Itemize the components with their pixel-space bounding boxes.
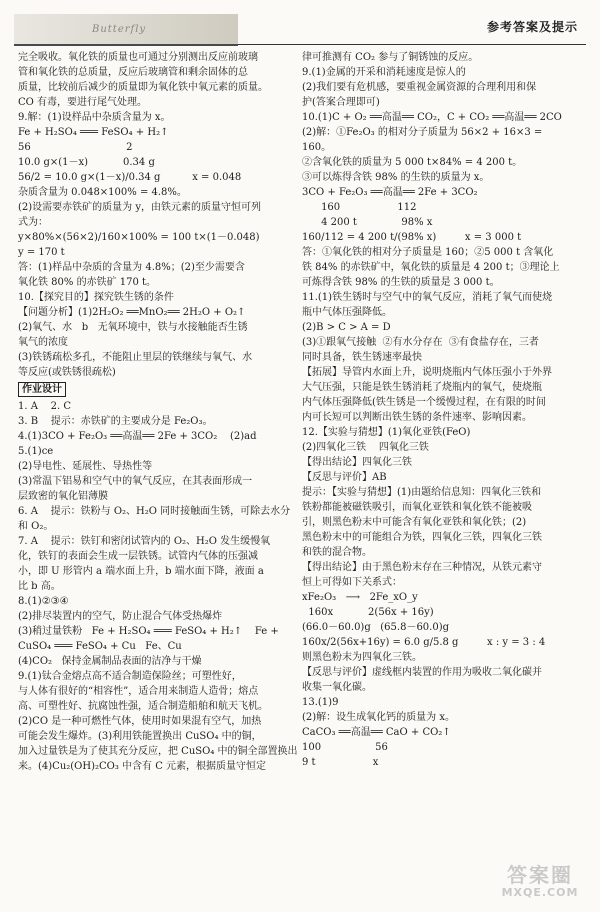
text-line: CO 有毒，要进行尾气处理。 [18,97,148,108]
text-line: CaCO₃ ══高温══ CaO + CO₂↑ [302,727,451,738]
text-line: 高、可塑性好、抗腐蚀性强，适合制造船舶和航天飞机。 [18,701,268,712]
right-column [302,50,584,770]
text-line: 160x/2(56x+16y) = 6.0 g/5.8 g x : y = 3 : 4 [302,637,546,648]
text-line: 13.(1)9 [302,697,339,708]
text-line: ②含氧化铁的质量为 5 000 t×84% = 4 200 t。 [302,157,523,168]
text-line: 来。(4)Cu₂(OH)₂CO₃ 中含有 C 元素，根据质量守恒定 [18,761,267,772]
text-line: 比 b 高。 [18,581,61,592]
text-line: 引，则黑色粉末中可能含有氧化亚铁和氧化铁；(2) [302,517,527,528]
text-line: 瓶中气体压强降低。 [302,307,392,318]
text-line: (2)解：①Fe₂O₃ 的相对分子质量为 56×2 + 16×3 = [302,127,543,138]
text-line: xFe₂O₃ ⟶ 2Fe_xO_y [302,592,418,603]
text-line: (2)B > C > A = D [302,322,391,333]
text-line: (2)导电性、延展性、导热性等 [18,461,153,472]
watermark-line-2: MXQE.COM [501,886,579,899]
text-line: 答：(1)样品中杂质的含量为 4.8%；(2)至少需要含 [18,262,245,273]
watermark-line-1: 答案圈 [507,863,573,887]
text-line: 管和氧化铁的总质量，反应后玻璃管和剩余固体的总 [18,67,248,78]
banner-text: Butterfly [92,24,147,35]
text-line: (3)铁锈疏松多孔，不能阻止里层的铁继续与氧气、水 [18,352,253,363]
text-line: 9 t x [302,757,379,768]
text-line: 氧化铁 80% 的赤铁矿 170 t。 [18,277,157,288]
text-line: 黑色粉末中的可能组合为铁，四氧化三铁，四氧化三铁 [302,532,542,543]
text-line: 10.【探究目的】探究铁生锈的条件 [18,292,174,303]
text-line: 56 2 [18,142,133,153]
text-line: 【问题分析】(1)2H₂O₂ ══MnO₂══ 2H₂O + O₂↑ [18,307,246,318]
text-line: 化，铁钉的表面会生成一层铁锈。试管内气体的压强减 [18,551,258,562]
text-line: 10.(1)C + O₂ ══高温══ CO₂，C + CO₂ ══高温══ 2CO [302,112,562,123]
section-heading: 作业设计 [18,382,66,397]
text-line: (3)稍过量铁粉 Fe + H₂SO₄ ═══ FeSO₄ + H₂↑ Fe + [18,626,279,637]
text-line: 铁粉都能被磁铁吸引，而氧化亚铁和氧化铁不能被吸 [302,502,532,513]
text-line: 式为： [18,217,48,228]
watermark-logo [490,864,590,904]
text-line: 护(答案合理即可) [302,97,380,108]
text-line: CuSO₄ ═══ FeSO₄ + Cu Fe、Cu [18,641,182,652]
text-line [18,380,300,399]
text-line: 和 O₂。 [18,521,54,532]
text-line: 小，即 U 形管内 a 端水面上升，b 端水面下降，液面 a [18,566,264,577]
text-line: 铁 84% 的赤铁矿中，氧化铁的质量是 4 200 t；③理论上 [302,262,560,273]
page-header [0,0,600,46]
text-line: 4.(1)3CO + Fe₂O₃ ══高温══ 2Fe + 3CO₂ (2)ad [18,431,257,442]
text-line: 3CO + Fe₂O₃ ══高温══ 2Fe + 3CO₂ [302,187,478,198]
header-rule [238,44,586,45]
text-line: 9.解：(1)设样品中杂质含量为 x。 [18,112,171,123]
text-line: (2)四氧化三铁 四氧化三铁 [302,442,429,453]
text-line: 和铁的混合物。 [302,547,372,558]
text-line: 层致密的氧化铝薄膜 [18,491,108,502]
text-line: y×80%×(56×2)/160×100% = 100 t×(1－0.048) [18,232,260,243]
text-line: 与人体有很好的“相容性”，适合用来制造人造骨；熔点 [18,686,259,697]
text-line: (4)CO₂ 保持金属制品表面的洁净与干燥 [18,656,202,667]
text-line: 答：①氧化铁的相对分子质量是 160；②5 000 t 含氧化 [302,247,554,258]
text-line: 160 112 [302,202,417,213]
text-line: (2)解：设生成氧化钙的质量为 x。 [302,712,455,723]
text-line: 同时具备，铁生锈速率最快 [302,352,422,363]
text-line: 1. A 2. C [18,401,72,412]
text-line: 【得出结论】由于黑色粉末存在三种情况，从铁元素守 [302,562,542,573]
text-line: 则黑色粉末为四氧化三铁。 [302,652,422,663]
text-line: 9.(1)钛合金熔点高不适合制造保险丝；可塑性好， [18,671,242,682]
text-line: 【反思与评价】AB [302,472,387,483]
text-line: 完全吸收。氧化铁的质量也可通过分别测出反应前玻璃 [18,52,258,63]
text-line: 提示：【实验与猜想】(1)由题给信息知：四氧化三铁和 [302,487,542,498]
left-column [18,50,300,774]
text-line: 可能会发生爆炸。(3)利用铁能置换出 CuSO₄ 中的铜， [18,731,262,742]
text-line: 56/2 = 10.0 g×(1－x)/0.34 g x = 0.048 [18,172,242,183]
text-line: y = 170 t [18,247,65,258]
text-line: 杂质含量为 0.048×100% = 4.8%。 [18,187,187,198]
text-line: 8.(1)②③④ [18,596,69,607]
text-line: 【得出结论】四氧化三铁 [302,457,412,468]
text-line: 内气体压强降低(铁生锈是一个缓慢过程，在有限的时间 [302,397,546,408]
text-line: 【反思与评价】虚线框内装置的作用为吸收二氧化碳并 [302,667,542,678]
text-line: (3)①跟氧气接触 ②有水分存在 ③有食盐存在，三者 [302,337,539,348]
text-line: (3)常温下铝易和空气中的氧气反应，在其表面形成一 [18,476,253,487]
text-line: 等反应(或铁锈很疏松) [18,367,116,378]
text-line: 10.0 g×(1－x) 0.34 g [18,157,155,168]
text-line: 氧气的浓度 [18,337,68,348]
text-line: 100 56 [302,742,388,753]
text-line: (2)排尽装置内的空气，防止混合气体受热爆炸 [18,611,223,622]
text-line: 加入过量铁是为了使其充分反应，把 CuSO₄ 中的铜全部置换出 [18,746,298,757]
text-line: 7. A 提示：铁钉和密闭试管内的 O₂、H₂O 发生缓慢氧 [18,536,271,547]
text-line: ③可以炼得含铁 98% 的生铁的质量为 x。 [302,172,490,183]
text-line: 160/112 = 4 200 t/(98% x) x = 3 000 t [302,232,522,243]
text-line: (66.0－60.0)g (65.8－60.0)g [302,622,450,633]
text-line: 【拓展】导管内水面上升，说明烧瓶内气体压强小于外界 [302,367,552,378]
text-line: 内可长短可以判断出铁生锈的条件速率、影响因素。 [302,412,532,423]
text-line: 6. A 提示：铁粉与 O₂、H₂O 同时接触面生锈，可除去水分 [18,506,291,517]
text-line: 恒上可得如下关系式： [302,577,402,588]
text-line: 4 200 t 98% x [302,217,433,228]
text-line: 3. B 提示：赤铁矿的主要成分是 Fe₂O₃。 [18,416,213,427]
text-line: (2)CO 是一种可燃性气体，使用时如果混有空气，加热 [18,716,262,727]
text-line: 律可推测有 CO₂ 参与了铜锈蚀的反应。 [302,52,479,63]
text-line: 12.【实验与猜想】(1)氧化亚铁(FeO) [302,427,471,438]
text-line: 160x 2(56x + 16y) [302,607,434,618]
text-line: (2)我们要有危机感，要重视金属资源的合理利用和保 [302,82,537,93]
text-line: (2)氧气、水 b 无氧环境中，铁与水接触能否生锈 [18,322,248,333]
text-line: 5.(1)ce [18,446,54,457]
text-line: 可炼得含铁 98% 的生铁的质量是 3 000 t。 [302,277,500,288]
text-line: 11.(1)铁生锈时与空气中的氧气反应，消耗了氧气而使烧 [302,292,553,303]
text-line: 质量，比较前后减少的质量即为氧化铁中氧元素的质量。 [18,82,268,93]
text-line: 160。 [302,142,332,153]
header-title: 参考答案及提示 [486,20,578,34]
text-line: 9.(1)金属的开采和消耗速度是惊人的 [302,67,466,78]
text-line: Fe + H₂SO₄ ═══ FeSO₄ + H₂↑ [18,127,169,138]
header-banner-decoration [14,14,238,46]
text-line: 大气压强，只能是铁生锈消耗了烧瓶内的氧气，使烧瓶 [302,382,542,393]
text-line: (2)设需要赤铁矿的质量为 y，由铁元素的质量守恒可列 [18,202,261,213]
text-line: 收集一氧化碳。 [302,682,372,693]
